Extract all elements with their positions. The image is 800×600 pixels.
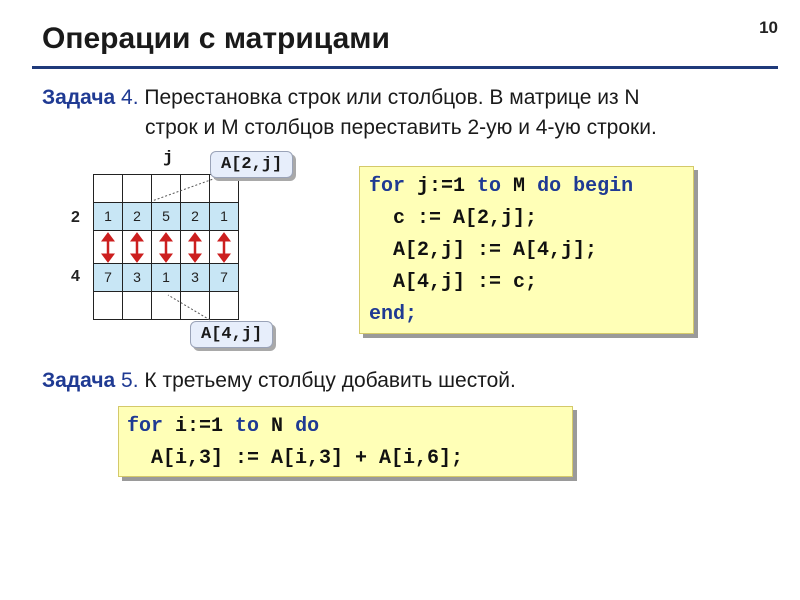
slide-number: 10 [759, 18, 778, 37]
matrix-value-row2: 5 [151, 202, 181, 231]
matrix-value-row4: 3 [122, 263, 152, 292]
matrix-value-row4: 1 [151, 263, 181, 292]
column-label-j: j [163, 149, 174, 168]
swap-arrow-icon [218, 233, 230, 262]
code-line: A[2,j] := A[4,j]; [369, 239, 598, 262]
task5-line [42, 369, 516, 393]
task5-text: К третьему столбцу добавить шестой. [138, 369, 516, 392]
callout-a4j: A[4,j] [190, 321, 273, 348]
matrix-value-row2: 1 [209, 202, 239, 231]
callout-a2j: A[2,j] [210, 151, 293, 178]
code-line: A[i,3] := A[i,3] + A[i,6]; [127, 447, 464, 470]
page-title: Операции с матрицами [42, 22, 390, 55]
code-line: A[4,j] := c; [369, 271, 538, 294]
keyword: for [369, 175, 406, 198]
keyword: for [127, 415, 164, 438]
callout-bottom-connector [168, 295, 210, 320]
swap-arrow-icon [102, 233, 114, 262]
task4-number: 4. [121, 86, 139, 109]
task5-label-word: Задача [42, 369, 116, 392]
callout-top-connector [152, 178, 216, 201]
code-line [369, 175, 633, 198]
code-line: end; [369, 303, 418, 326]
swap-arrow-icon [160, 233, 172, 262]
row-label-4: 4 [71, 268, 80, 285]
swap-arrow-icon [131, 233, 143, 262]
code-line [127, 415, 319, 438]
code-block-task4 [359, 166, 694, 334]
matrix-value-row4: 7 [93, 263, 123, 292]
keyword: do [537, 175, 562, 198]
code-text: M [501, 175, 538, 198]
task5-number: 5. [121, 369, 139, 392]
matrix-value-row2: 1 [93, 202, 123, 231]
swap-arrows [102, 233, 230, 262]
matrix-value-row4: 3 [180, 263, 210, 292]
swap-arrow-icon [189, 233, 201, 262]
code-text: j:=1 [405, 175, 478, 198]
task4-line2: строк и M столбцов переставить 2-ую и 4-ую строки. [145, 116, 657, 139]
code-text: N [259, 415, 296, 438]
matrix-value-row4: 7 [209, 263, 239, 292]
keyword: to [235, 415, 260, 438]
code-text: i:=1 [163, 415, 236, 438]
task4-text1: Перестановка строк или столбцов. В матрице из N [138, 86, 640, 109]
matrix-value-row2: 2 [122, 202, 152, 231]
matrix-value-row2: 2 [180, 202, 210, 231]
code-line: c := A[2,j]; [369, 207, 538, 230]
keyword: do [295, 415, 320, 438]
task5-label [42, 369, 139, 392]
code-block-task5 [118, 406, 573, 477]
task4-label-word: Задача [42, 86, 116, 109]
keyword: begin [561, 175, 634, 198]
keyword: to [477, 175, 502, 198]
row-label-2: 2 [71, 209, 80, 226]
